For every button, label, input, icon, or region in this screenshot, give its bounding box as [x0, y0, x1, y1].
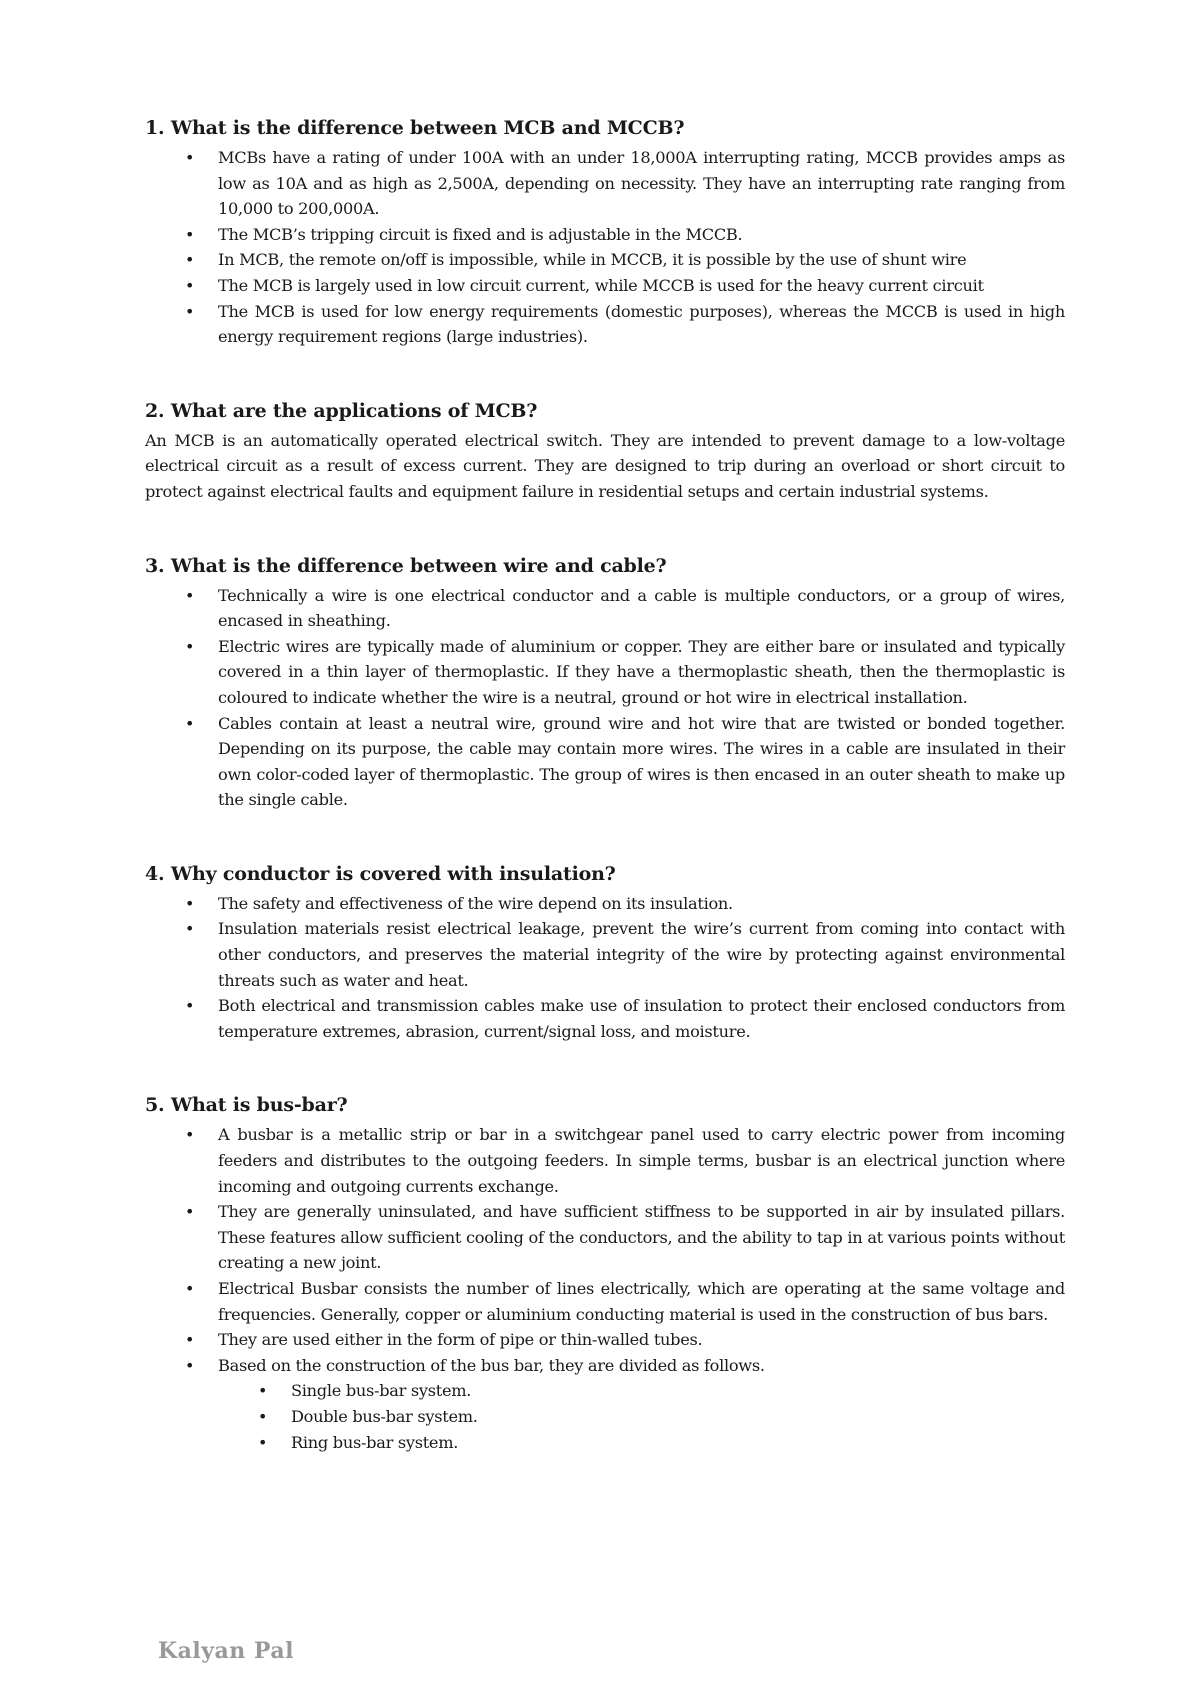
section-paragraph: An MCB is an automatically operated electrical switch. They are intended to prevent damage to a low-voltage electrical circuit as a result of excess current. They are designed to trip during an overload or short circuit to protect against electrical faults and equipment failure in residential setups and certain industrial systems.	[145, 430, 1065, 501]
section-conductor-insulation	[145, 861, 1065, 1045]
sub-list-item: • Single bus-bar system.	[145, 1378, 1065, 1404]
section-heading: 1. What is the difference between MCB and MCCB?	[145, 117, 685, 139]
sub-list-item: • Double bus-bar system.	[145, 1404, 1065, 1430]
list-item: • Based on the construction of the bus bar, they are divided as follows.	[145, 1353, 1065, 1379]
list-item: • Technically a wire is one electrical conductor and a cable is multiple conductors, or a group of wires, encased in sheathing.	[145, 583, 1065, 634]
list-item: • A busbar is a metallic strip or bar in a switchgear panel used to carry electric power from incoming feeders and distributes to the outgoing feeders. In simple terms, busbar is an electrical junction where incoming and outgoing currents exchange.	[145, 1122, 1065, 1199]
list-item: • Electric wires are typically made of aluminium or copper. They are either bare or insulated and typically covered in a thin layer of thermoplastic. If they have a thermoplastic sheath, then the thermoplastic is coloured to indicate whether the wire is a neutral, ground or hot wire in electrical installation.	[145, 634, 1065, 711]
section-heading: 3. What is the difference between wire and cable?	[145, 554, 667, 577]
list-item: • In MCB, the remote on/off is impossible, while in MCCB, it is possible by the use of shunt wire	[145, 247, 1065, 273]
list-item: • The MCB’s tripping circuit is fixed and is adjustable in the MCCB.	[145, 222, 1065, 248]
list-item: • The MCB is used for low energy requirements (domestic purposes), whereas the MCCB is used in high energy requirement regions (large industries).	[145, 299, 1065, 350]
document-page	[145, 115, 1065, 1503]
list-item: • Electrical Busbar consists the number of lines electrically, which are operating at the same voltage and frequencies. Generally, copper or aluminium conducting material is used in the construction of bus bars.	[145, 1276, 1065, 1327]
bullet-list	[145, 1122, 1065, 1455]
list-item: • They are used either in the form of pipe or thin-walled tubes.	[145, 1327, 1065, 1353]
section-heading: 5. What is bus-bar?	[145, 1094, 348, 1117]
list-item: • The MCB is largely used in low circuit current, while MCCB is used for the heavy current circuit	[145, 273, 1065, 299]
list-item: • Insulation materials resist electrical leakage, prevent the wire’s current from coming into contact with other conductors, and preserves the material integrity of the wire by protecting against environmental threats such as water and heat.	[145, 916, 1065, 993]
list-item: • MCBs have a rating of under 100A with an under 18,000A interrupting rating, MCCB provides amps as low as 10A and as high as 2,500A, depending on necessity. They have an interrupting rate ranging from 10,000 to 200,000A.	[145, 145, 1065, 222]
sub-list-item: • Ring bus-bar system.	[145, 1430, 1065, 1456]
section-wire-vs-cable	[145, 553, 1065, 813]
bullet-list	[145, 145, 1065, 350]
section-heading: 2. What are the applications of MCB?	[145, 399, 538, 422]
list-item: • Cables contain at least a neutral wire, ground wire and hot wire that are twisted or bonded together. Depending on its purpose, the cable may contain more wires. The wires in a cable are insulated in their own color-coded layer of thermoplastic. The group of wires is then encased in an outer sheath to make up the single cable.	[145, 711, 1065, 813]
section-mcb-vs-mccb	[145, 115, 1065, 350]
section-heading: 4. Why conductor is covered with insulation?	[145, 862, 616, 885]
list-item: • They are generally uninsulated, and have sufficient stiffness to be supported in air by insulated pillars. These features allow sufficient cooling of the conductors, and the ability to tap in at various points without creating a new joint.	[145, 1199, 1065, 1276]
section-mcb-applications	[145, 398, 1065, 505]
bullet-list	[145, 583, 1065, 813]
footer-author: Kalyan Pal	[158, 1638, 294, 1664]
section-bus-bar	[145, 1092, 1065, 1455]
bullet-list	[145, 891, 1065, 1045]
list-item: • Both electrical and transmission cables make use of insulation to protect their enclosed conductors from temperature extremes, abrasion, current/signal loss, and moisture.	[145, 993, 1065, 1044]
list-item: • The safety and effectiveness of the wire depend on its insulation.	[145, 891, 1065, 917]
